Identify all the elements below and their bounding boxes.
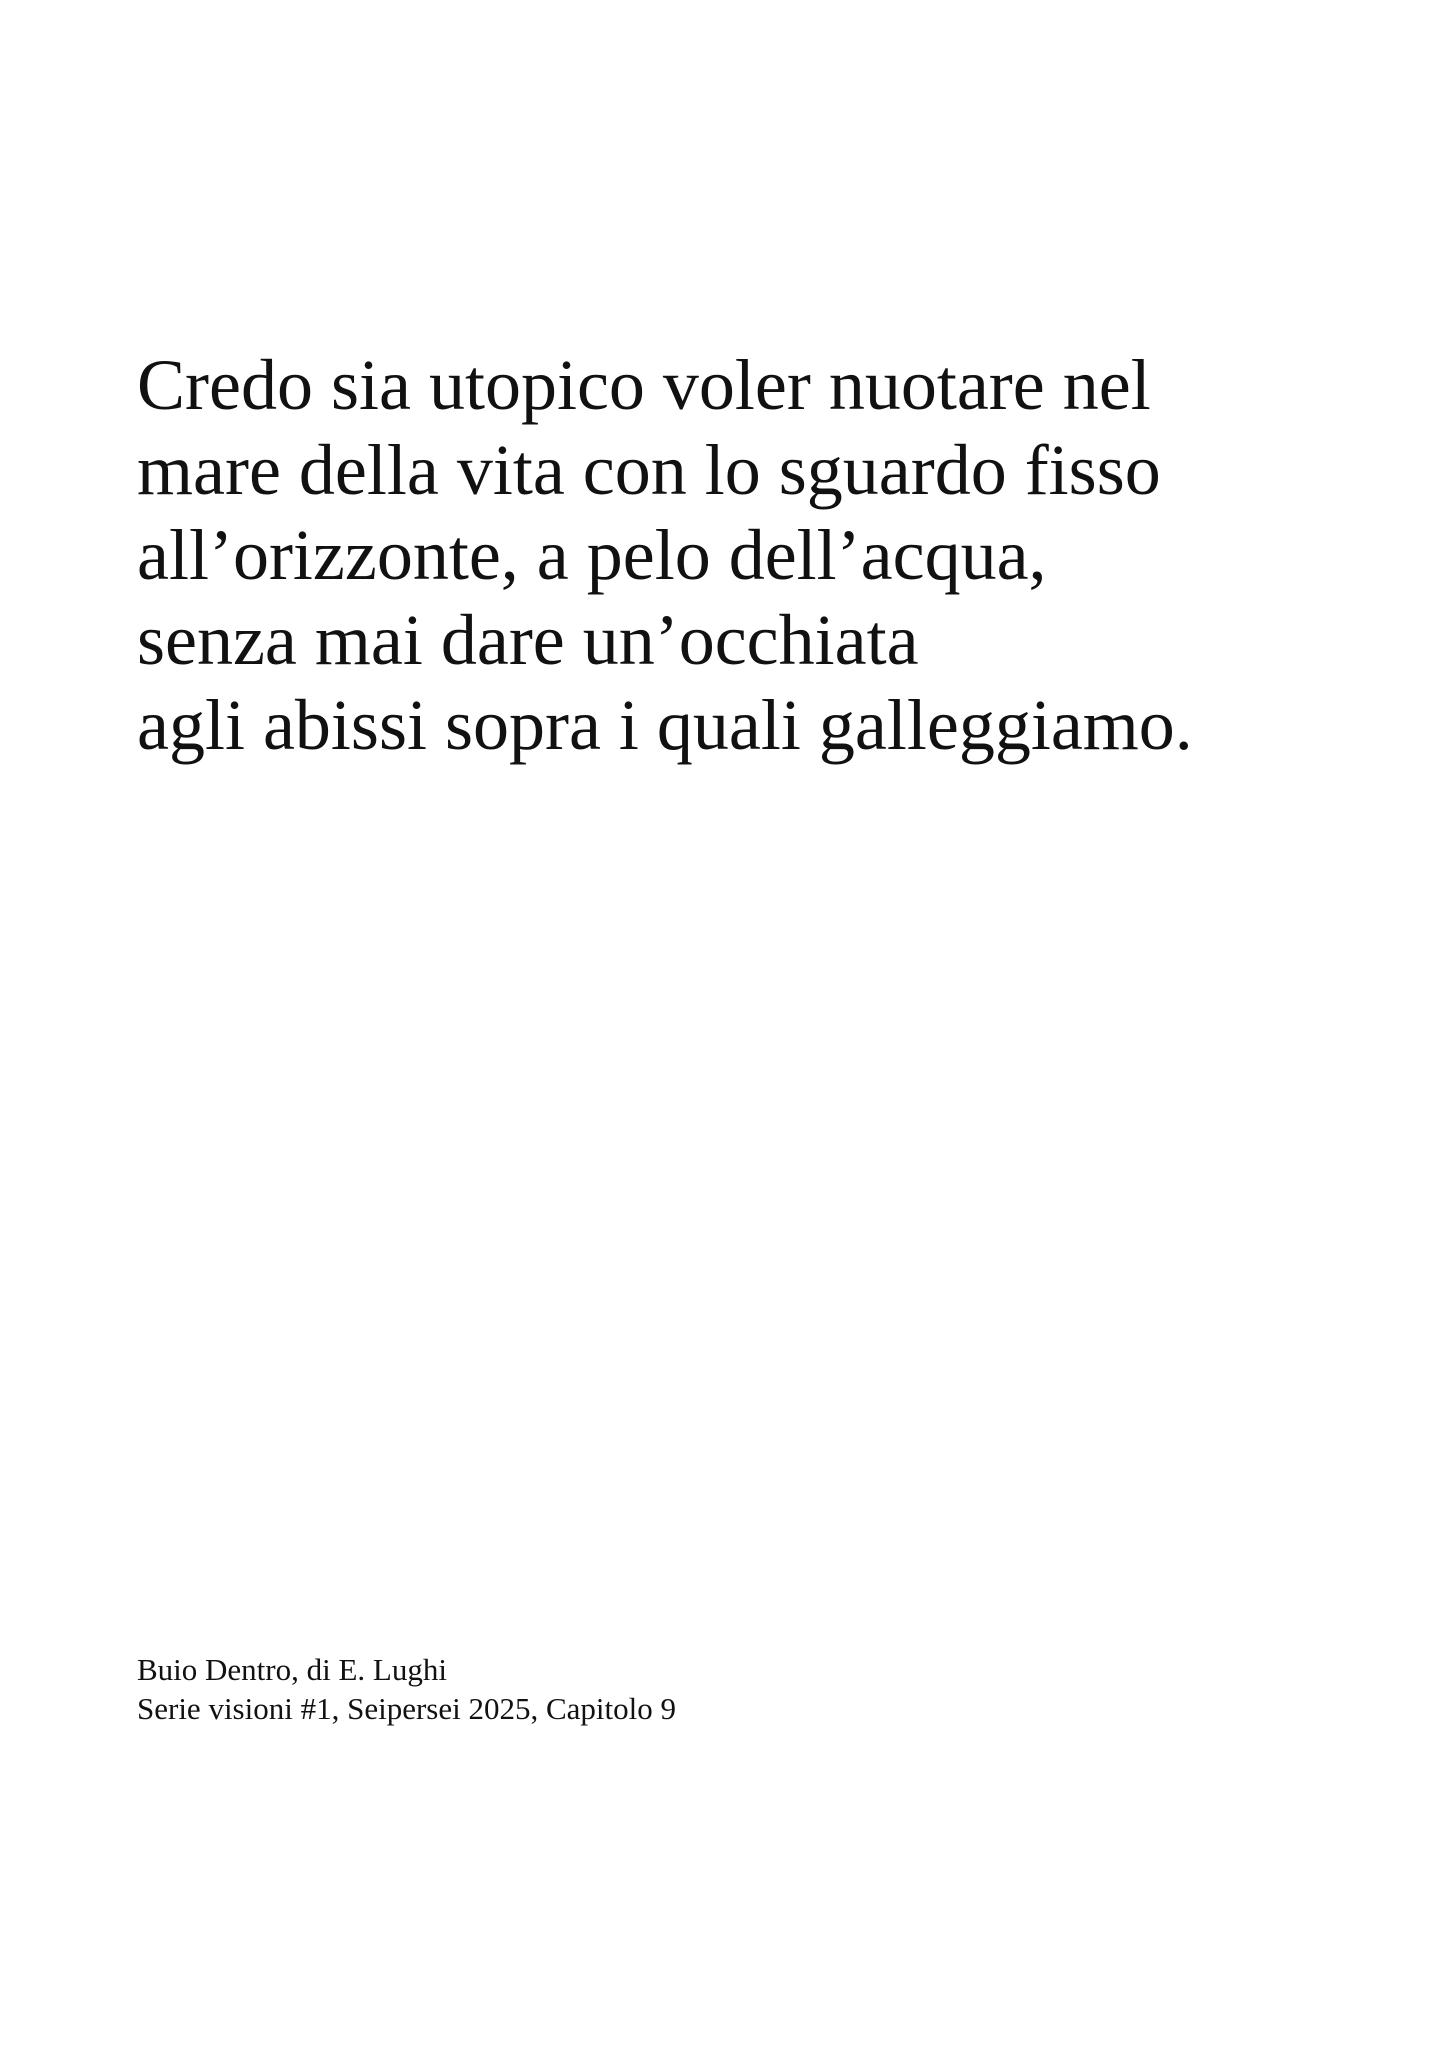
quote-block (137, 343, 1317, 768)
quote-line: agli abissi sopra i quali galleggiamo. (137, 685, 1193, 765)
quote-line: Credo sia utopico voler nuotare nel (137, 345, 1151, 425)
quote-line: all’orizzonte, a pelo dell’acqua, (137, 515, 1047, 595)
quote-line: mare della vita con lo sguardo fisso (137, 430, 1161, 510)
citation-series-info: Serie visioni #1, Seipersei 2025, Capitolo 9 (137, 1691, 677, 1726)
citation-title-author: Buio Dentro, di E. Lughi (137, 1652, 447, 1687)
citation-block (137, 1650, 1137, 1728)
quote-line: senza mai dare un’occhiata (137, 600, 919, 680)
